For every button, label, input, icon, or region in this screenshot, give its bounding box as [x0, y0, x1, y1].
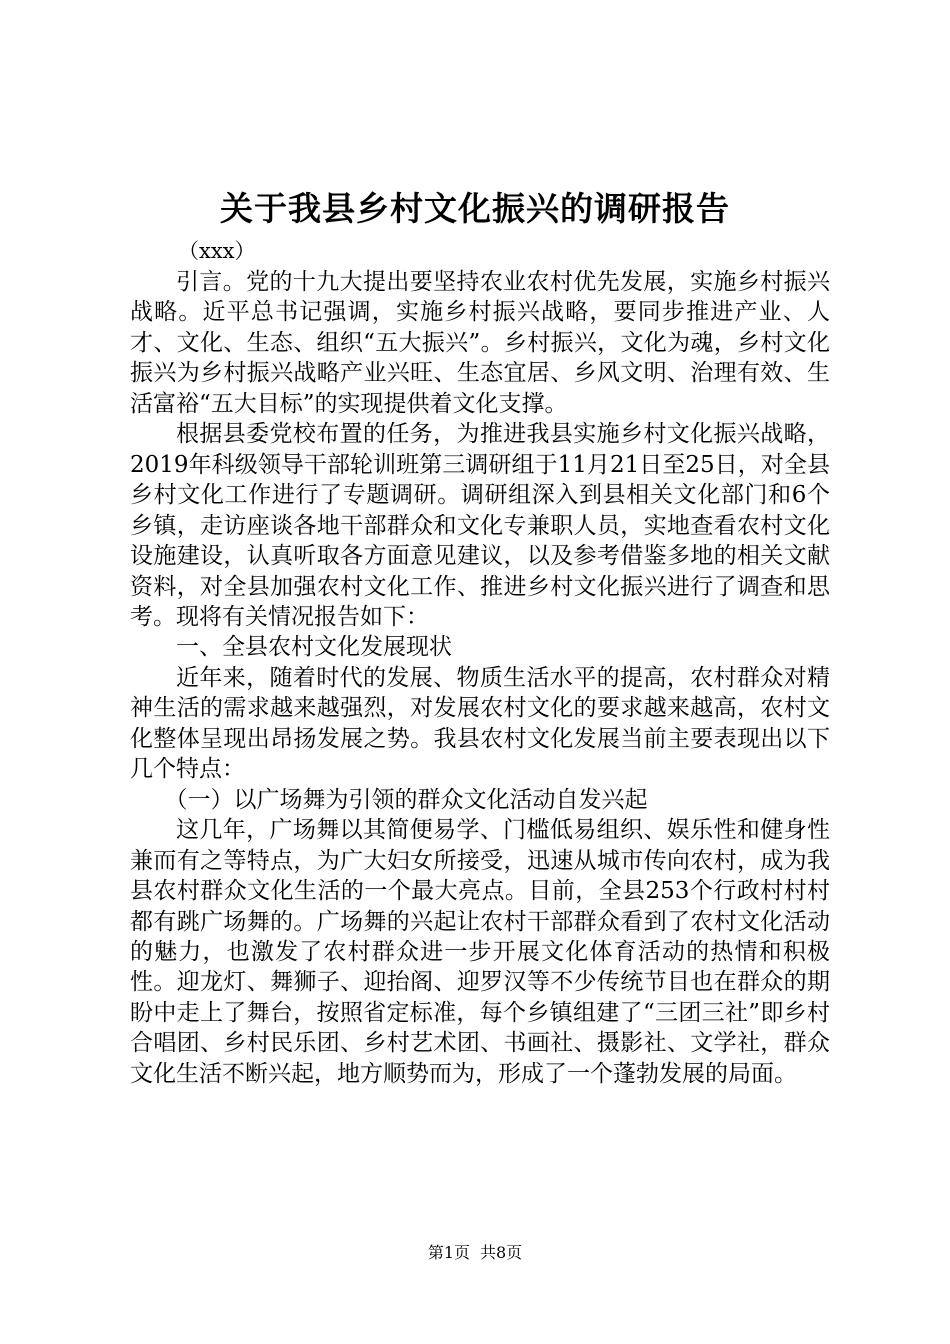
author-line: （xxx）	[178, 239, 256, 263]
subsection-heading: （一）以广场舞为引领的群众文化活动自发兴起	[164, 786, 648, 813]
section-heading: 一、全县农村文化发展现状	[176, 634, 452, 661]
paragraph-intro: 引言。党的十九大提出要坚持农业农村优先发展，实施乡村振兴战略。近平总书记强调，实施乡村振兴战略，要同步推进产业、人才、文化、生态、组织“五大振兴”。乡村振兴，文化为魂，乡村文化振兴为乡村振兴战略产业兴旺、生态宜居、乡风文明、治理有效、生活富裕“五大目标”的实现提供着文化支撑。	[130, 269, 830, 417]
document-body	[130, 267, 830, 1089]
paragraph-square-dance: 这几年，广场舞以其简便易学、门槛低易组织、娱乐性和健身性兼而有之等特点，为广大妇女所接受，迅速从城市传向农村，成为我县农村群众文化生活的一个最大亮点。目前，全县253个行政村村村都有跳广场舞的。广场舞的兴起让农村干部群众看到了农村文化活动的魅力，也激发了农村群众进一步开展文化体育活动的热情和积极性。迎龙灯、舞狮子、迎抬阁、迎罗汉等不少传统节目也在群众的期盼中走上了舞台，按照省定标准，每个乡镇组建了“三团三社”即乡村合唱团、乡村民乐团、乡村艺术团、书画社、摄影社、文学社，群众文化生活不断兴起，地方顺势而为，形成了一个蓬勃发展的局面。	[130, 817, 830, 1087]
page-footer	[0, 1242, 950, 1264]
paragraph-background: 根据县委党校布置的任务，为推进我县实施乡村文化振兴战略，2019年科级领导干部轮训班第三调研组于11月21日至25日，对全县乡村文化工作进行了专题调研。调研组深入到县相关文化部门和6个乡镇，走访座谈各地干部群众和文化专兼职人员，实地查看农村文化设施建设，认真听取各方面意见建议，以及参考借鉴多地的相关文献资料，对全县加强农村文化工作、推进乡村文化振兴进行了调查和思考。现将有关情况报告如下：	[130, 421, 830, 630]
page-number: 第1页	[427, 1243, 470, 1262]
paragraph-status: 近年来，随着时代的发展、物质生活水平的提高，农村群众对精神生活的需求越来越强烈，对发展农村文化的要求越来越高，农村文化整体呈现出昂扬发展之势。我县农村文化发展当前主要表现出以下几个特点：	[130, 664, 830, 783]
page-total: 共8页	[480, 1243, 523, 1262]
document-title: 关于我县乡村文化振兴的调研报告	[220, 189, 730, 228]
